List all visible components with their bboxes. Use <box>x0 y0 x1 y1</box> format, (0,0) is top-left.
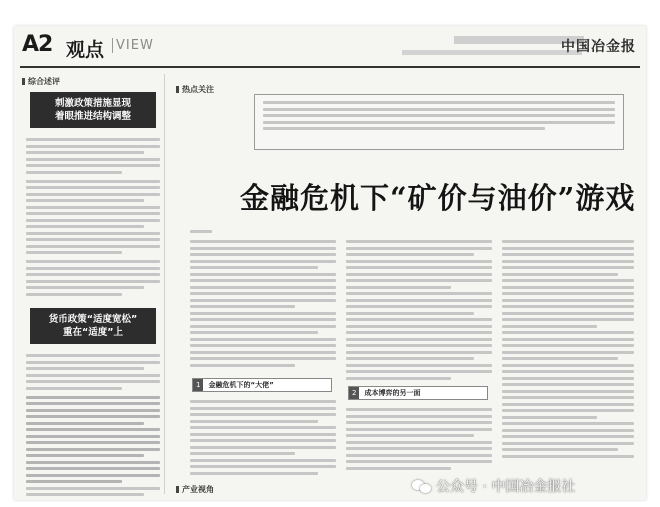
newspaper-page <box>14 26 646 500</box>
article-column-2-lower <box>346 408 492 473</box>
article-column-1-lower <box>190 400 336 478</box>
subhead-2-text: 成本博弈的另一面 <box>364 389 421 397</box>
watermark-text: 公众号 · 中国冶金报社 <box>436 479 576 495</box>
article-column-3 <box>502 240 634 461</box>
subhead-1-text: 金融危机下的“大佬” <box>208 381 274 389</box>
left-article-2-text <box>26 354 160 500</box>
masthead-rule <box>20 66 640 68</box>
subhead-1 <box>192 378 332 392</box>
masthead <box>14 26 646 68</box>
subhead-1-number: 1 <box>193 379 203 391</box>
editor-note-box <box>254 94 624 150</box>
section-title-en: VIEW <box>112 38 154 53</box>
left-banner-bottom: 货币政策“适度宽松” 重在“适度”上 <box>30 308 156 344</box>
left-banner-top: 刺激政策措施显现 着眼推进结构调整 <box>30 92 156 128</box>
main-article-tag: 热点关注 <box>176 84 214 95</box>
wechat-icon <box>412 479 432 493</box>
editor-line <box>402 50 582 55</box>
page-number: A2 <box>22 32 53 57</box>
headline: 金融危机下“矿价与油价”游戏 <box>240 181 636 215</box>
subhead-2-number: 2 <box>349 387 359 399</box>
watermark <box>412 476 575 496</box>
section-title: 观点 <box>66 39 105 61</box>
left-article-1-text <box>26 138 160 299</box>
article-column-1 <box>190 240 336 370</box>
subhead-2 <box>348 386 488 400</box>
left-column <box>22 74 165 494</box>
left-column-tag: 综合述评 <box>22 76 60 87</box>
byline <box>190 230 212 233</box>
newspaper-brand: 中国冶金报 <box>561 39 636 55</box>
article-column-2 <box>346 240 492 383</box>
bottom-section-tag: 产业视角 <box>176 484 214 495</box>
